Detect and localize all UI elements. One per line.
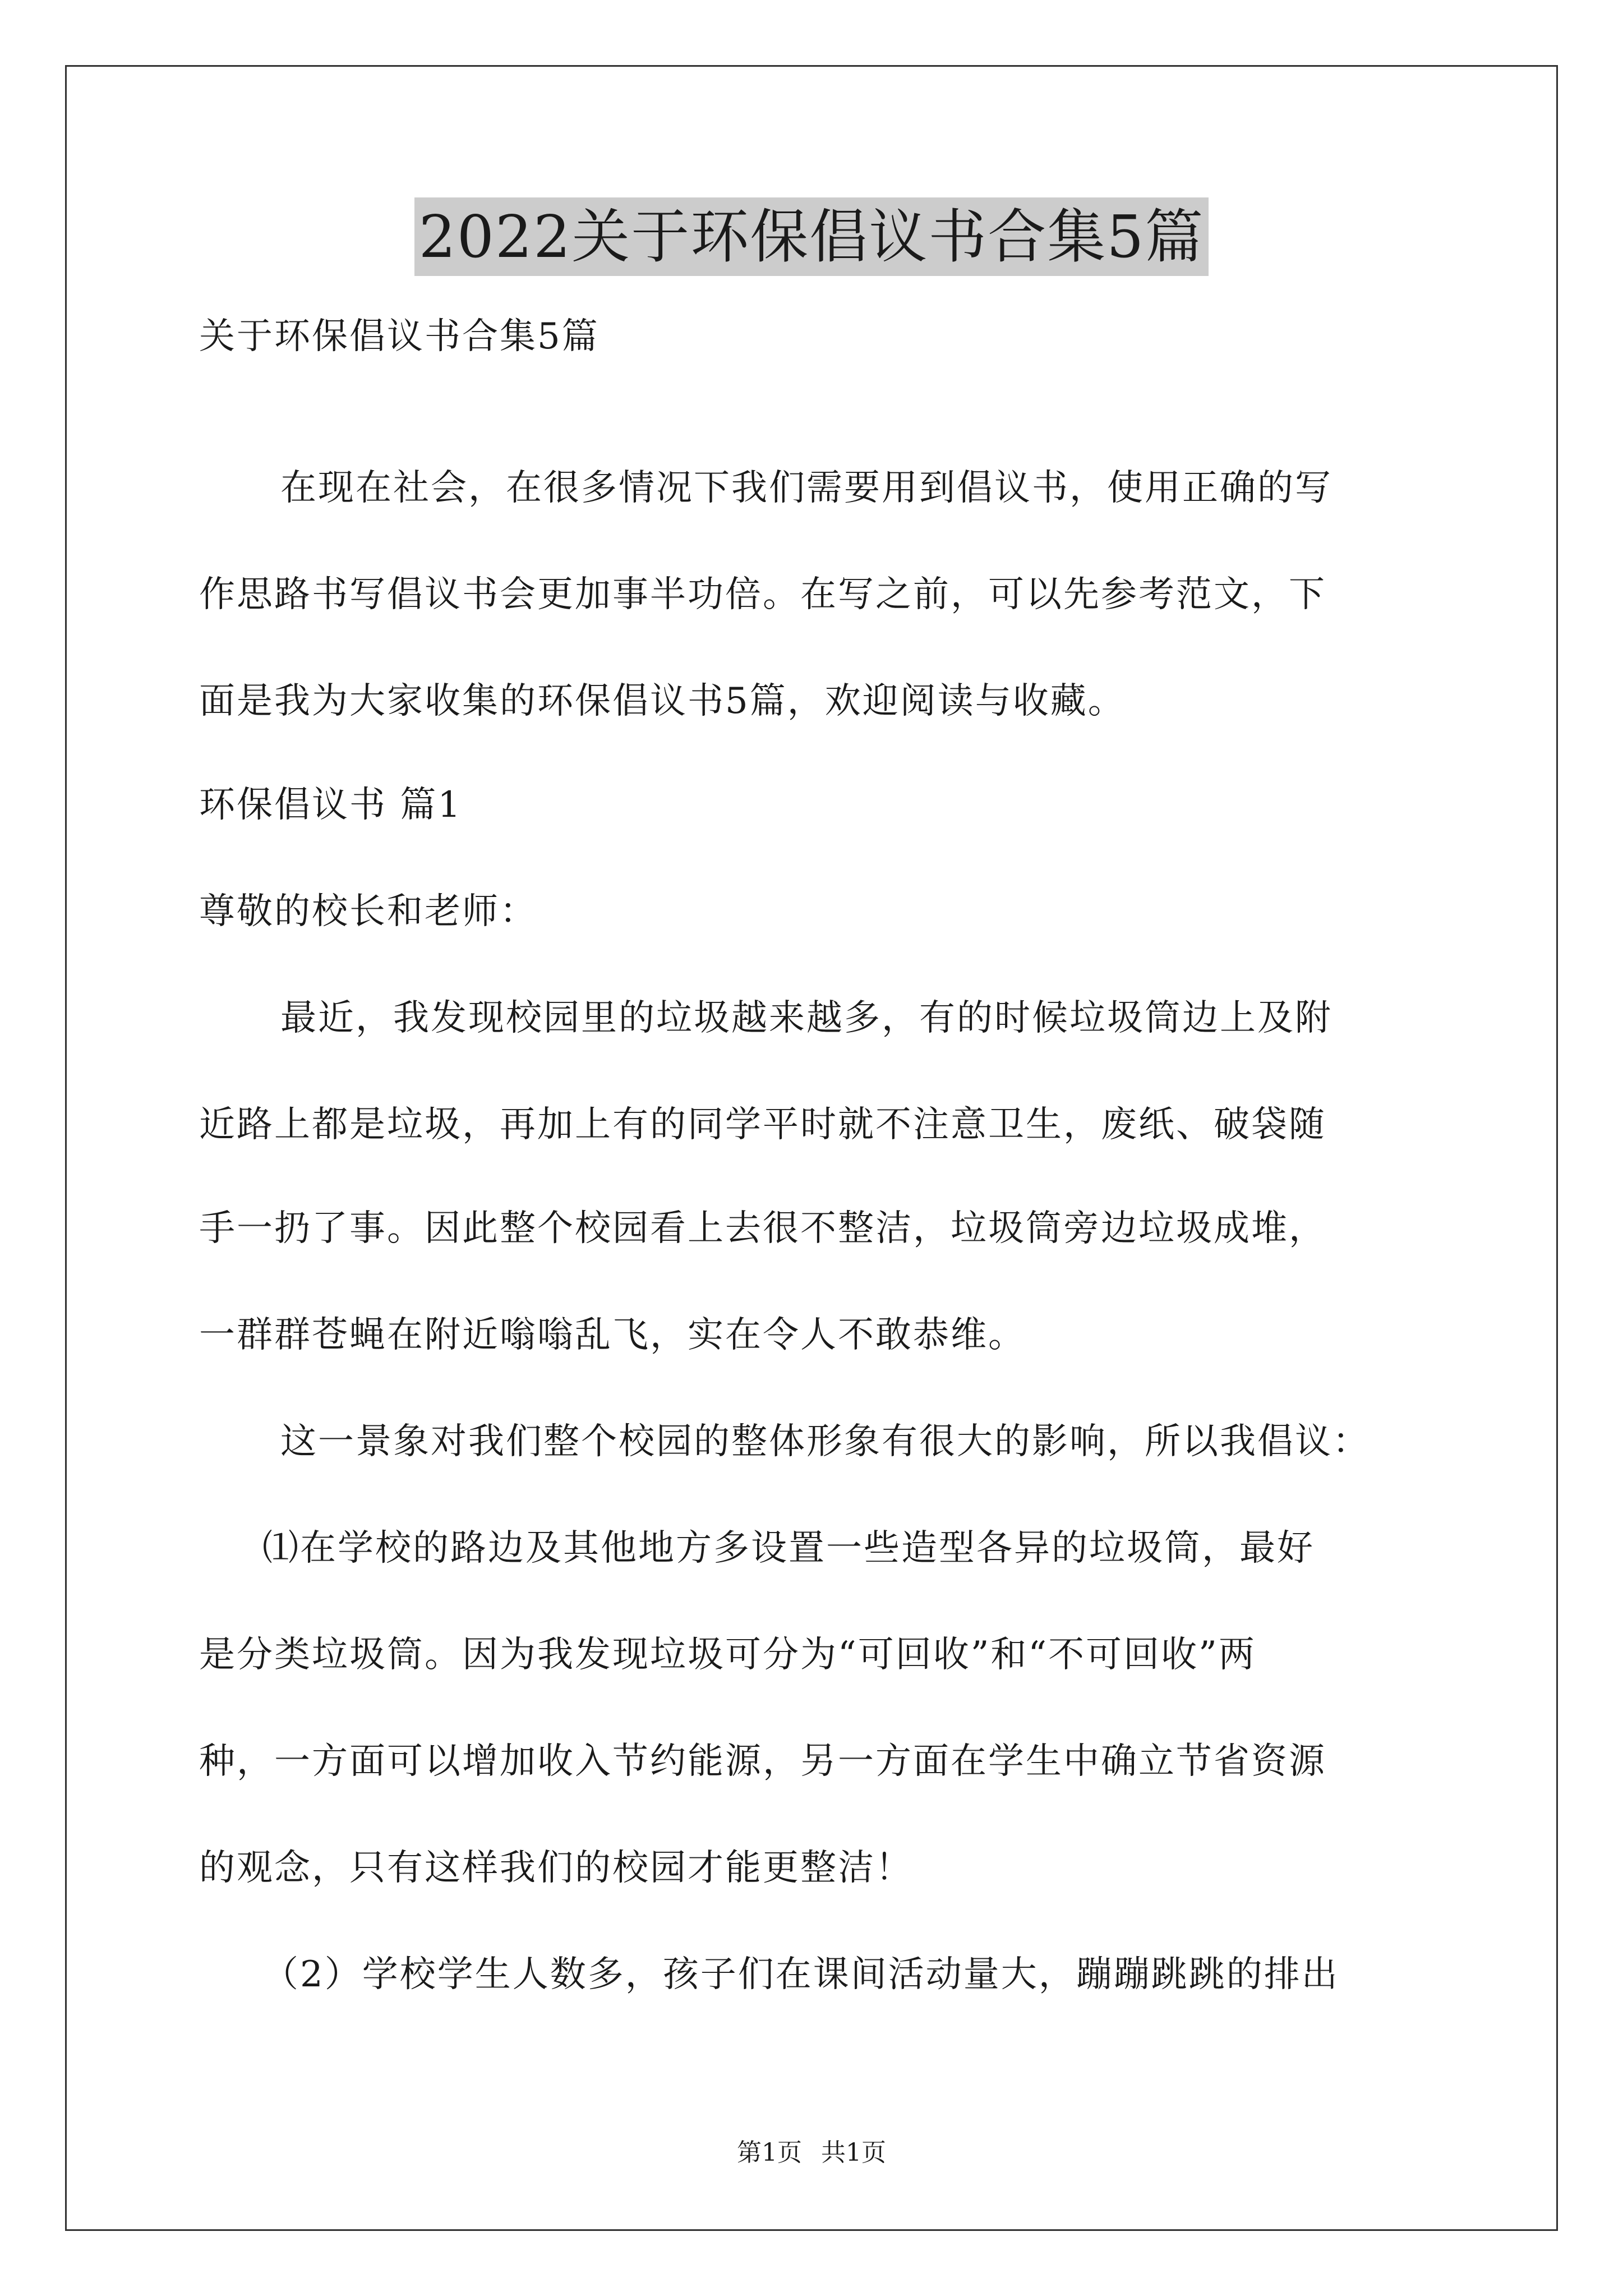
salutation: 尊敬的校长和老师： (199, 891, 537, 932)
body-line-5: 这一景象对我们整个校园的整体形象有很大的影响，所以我倡议： (280, 1421, 1370, 1462)
subtitle-line: 关于环保倡议书合集5篇 (199, 316, 600, 357)
page-border (65, 65, 1558, 2231)
body-line-7: 是分类垃圾筒。因为我发现垃圾可分为“可回收”和“不可回收”两 (199, 1634, 1256, 1676)
body-line-2: 近路上都是垃圾，再加上有的同学平时就不注意卫生，废纸、破袋随 (199, 1104, 1326, 1145)
body-line-9: 的观念，只有这样我们的校园才能更整洁！ (199, 1847, 913, 1889)
body-line-3: 手一扔了事。因此整个校园看上去很不整洁，垃圾筒旁边垃圾成堆， (199, 1208, 1326, 1249)
body-line-8: 种，一方面可以增加收入节约能源，另一方面在学生中确立节省资源 (199, 1741, 1326, 1782)
document-title: 2022关于环保倡议书合集5篇 (414, 197, 1209, 276)
body-line-6: ⑴在学校的路边及其他地方多设置一些造型各异的垃圾筒，最好 (262, 1527, 1315, 1569)
page-number: 第1页 (737, 2138, 802, 2167)
body-line-10: （2）学校学生人数多，孩子们在课间活动量大，蹦蹦跳跳的排出 (262, 1954, 1339, 1995)
intro-line-2: 作思路书写倡议书会更加事半功倍。在写之前，可以先参考范文，下 (199, 574, 1326, 615)
section-heading: 环保倡议书 篇1 (199, 784, 463, 826)
body-line-4: 一群群苍蝇在附近嗡嗡乱飞，实在令人不敢恭维。 (199, 1314, 1026, 1356)
intro-line-1: 在现在社会，在很多情况下我们需要用到倡议书，使用正确的写 (280, 467, 1332, 509)
page-total: 共1页 (821, 2138, 886, 2167)
intro-line-3: 面是我为大家收集的环保倡议书5篇，欢迎阅读与收藏。 (199, 680, 1126, 722)
page-footer (0, 2137, 1623, 2169)
body-line-1: 最近，我发现校园里的垃圾越来越多，有的时候垃圾筒边上及附 (280, 997, 1332, 1039)
title-container (0, 197, 1623, 276)
